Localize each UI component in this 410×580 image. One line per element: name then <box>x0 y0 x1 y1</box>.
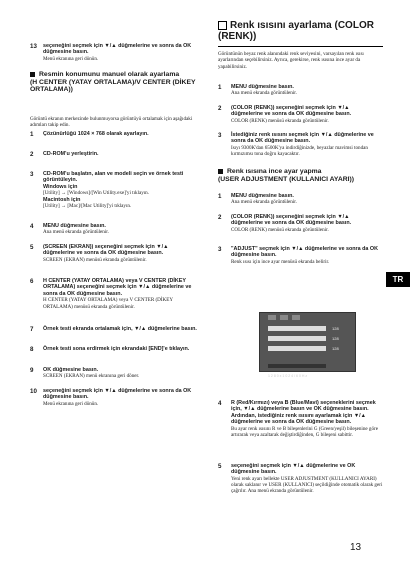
bullet-square-icon <box>218 169 223 174</box>
osd-footer: 1 2 8 0 x 1 0 2 4 / 6 0 H z <box>268 364 326 368</box>
section-heading-manual-position: Resmin konumunu manuel olarak ayarlama (H CENTER (YATAY ORTALAMA)/V CENTER (DİKEY ORTALAMA)) <box>30 71 196 94</box>
step-8: 8 Örnek testi sona erdirmek için ekrandaki [END]'e tıklayın. <box>30 346 190 353</box>
adjust-step-1: 1 MENU düğmesine basın. Ana menü ekranda görüntülenir. <box>218 193 297 206</box>
color-menu-icon <box>218 21 227 30</box>
step-4: 4 MENU düğmesine basın. Ana menü ekranda görüntülenir. <box>30 223 109 236</box>
osd-blue-bar <box>268 346 326 351</box>
adjust-step-3: 3 "ADJUST" seçmek için ▼/▲ düğmelerine ve sonra da OK düğmesine basın. Renk ısısı için ince ayar menüsü ekranda belirir. <box>218 246 379 265</box>
step-10: 10 seçeneğini seçmek için ▼/▲ düğmelerine ve sonra da OK düğmesine basın. Menü ekranına geri dönün. <box>30 388 192 407</box>
step-2: 2 CD-ROM'u yerleştirin. <box>30 151 99 158</box>
page-number: 13 <box>350 542 362 553</box>
step-5: 5 (SCREEN (EKRAN)) seçeneğini seçmek için ▼/▲ düğmelerine ve sonra da OK düğmesine basın. SCREEN (EKRAN) menüsü ekranda görüntülenir. <box>30 244 169 263</box>
color-step-2: 2 (COLOR (RENK)) seçeneğini seçmek için ▼/▲ düğmelerine ve sonra da OK düğmesine basın. COLOR (RENK) menüsü ekranda görüntülenir. <box>218 105 352 124</box>
step-3: 3 CD-ROM'u başlatın, alan ve modeli seçin ve örnek testi görüntüleyin. Windows için [Utility] → [Windows]/[Win Utility.exe]'yi tıklayın. Macintosh için [Utility] → [Mac]/[Mac Utility]'yi tıklayın. <box>30 171 184 209</box>
osd-green-bar <box>268 336 326 341</box>
color-step-1: 1 MENU düğmesine basın. Ana menü ekranda görüntülenir. <box>218 84 297 97</box>
osd-red-bar <box>268 326 326 331</box>
section-intro: Görüntü ekranın merkezinde bulunmuyorsa görüntüyü ortalamak için aşağıdaki adımları takip edin. <box>30 116 193 129</box>
adjust-step-5: 5 seçeneğini seçmek için ▼/▲ düğmelerine ve OK düğmesine basın. Yeni renk ayarı bellekte USER ADJUSTMENT (KULLANICI AYARI) olarak saklanır ve USER (KULLANICI) seçildiğinde otomatik olarak geri çağrılır. Ana menü ekranda görüntülenir. <box>218 463 383 495</box>
osd-user-adjust-screenshot: 128 128 128 1 2 8 0 x 1 0 2 4 / 6 0 H z <box>259 312 356 372</box>
adjust-step-2: 2 (COLOR (RENK)) seçeneğini seçmek için ▼/▲ düğmelerine ve sonra da OK düğmesine basın. COLOR (RENK) menüsü ekranda görüntülenir. <box>218 214 352 233</box>
adjust-step-4: 4 R (Red/Kırmızı) veya B (Blue/Mavi) seçeneklerini seçmek için, ▼/▲ düğmelerine basın ve OK düğmesine basın. Ardından, istediğiniz renk ısısını ayarlamak için ▼/▲ düğmelerine ve sonra da OK düğmesine basın. Bu ayar renk ısısını R ve B bileşenlerini G (Green/yeşil) bileşenine göre artırarak veya azaltarak değiştirdiğinden, G bileşeni sabittir. <box>218 400 378 438</box>
color-step-3: 3 İstediğiniz renk ısısını seçmek için ▼/▲ düğmelerine ve sonra da OK düğmesine basın. Isıyı 9300K'dan 6500K'ya indirdiğinizde, beyazlar mavimsi tondan kırmızımsı tona doğru kayacaktır. <box>218 132 374 158</box>
step-6: 6 H CENTER (YATAY ORTALAMA) veya V CENTER (DİKEY ORTALAMA) seçeneğini seçmek için ▼/▲ düğmelerine ve sonra da OK düğmesine basın. H CENTER (YATAY ORTALAMA) veya V CENTER (DİKEY ORTALAMA) menüsü ekranda görüntülenir. <box>30 278 192 310</box>
step-7: 7 Örnek testi ekranda ortalamak için, ▼/▲ düğmelerine basın. <box>30 326 197 333</box>
step-13: 13 seçeneğini seçmek için ▼/▲ düğmelerine ve sonra da OK düğmesine basın. Menü ekranına geri dönün. <box>30 43 192 62</box>
step-1: 1 Çözünürlüğü 1024 × 768 olarak ayarlayın. <box>30 131 149 138</box>
right-intro: Görüntünün beyaz renk alanındaki renk seviyesini, varsayılan renk ısısı ayarlarından seçebilirsiniz. Ayrıca, gerekirse, renk ısısına ince ayar da yapabilirsiniz. <box>218 51 364 70</box>
step-9: 9 OK düğmesine basın. SCREEN (EKRAN) menü ekranına geri döner. <box>30 367 140 380</box>
bullet-square-icon <box>30 72 35 77</box>
section-heading-fine-tune: Renk ısısına ince ayar yapma (USER ADJUSTMENT (KULLANICI AYARI)) <box>218 168 355 183</box>
page-title: Renk ısısını ayarlama (COLOR (RENK)) <box>218 20 374 42</box>
language-tab: TR <box>386 272 410 287</box>
title-rule <box>218 46 383 47</box>
